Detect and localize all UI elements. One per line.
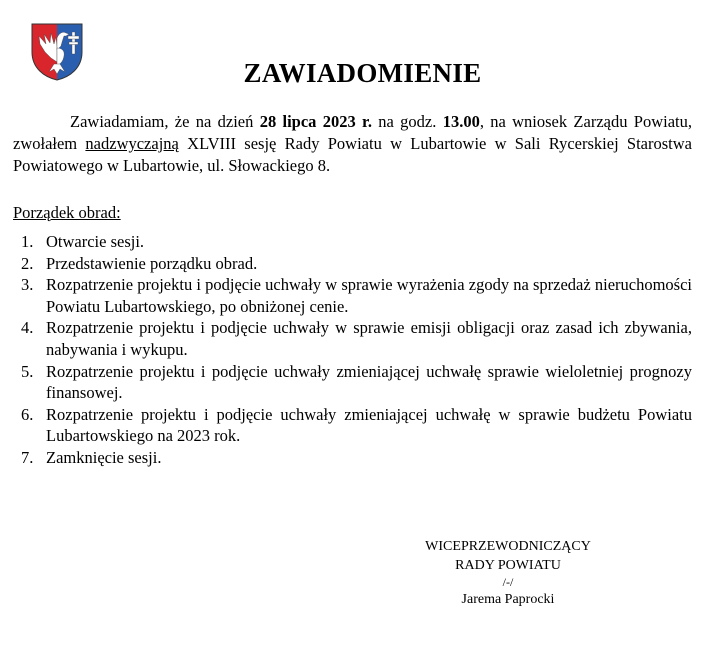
signatory-role: WICEPRZEWODNICZĄCY [425,539,591,554]
agenda-item-number: 4. [21,318,34,338]
agenda-item-number: 1. [21,232,34,251]
signature-mark: /-/ [502,575,514,589]
notice-text-2: na godz. [371,112,443,131]
signature-block [398,537,618,609]
agenda-item-number: 6. [21,404,34,424]
agenda-item-number: 5. [21,361,34,381]
agenda-item-text: Rozpatrzenie projektu i podjęcie uchwały zmieniającej uchwałę w sprawie budżetu Powiatu Lubartowskiego na 2023 rok. [46,404,692,446]
agenda-item-number: 7. [21,447,34,467]
agenda-item-text: Otwarcie sesji. [46,232,145,251]
notice-text-1: Zawiadamiam, że na dzień [70,112,260,131]
agenda-item [13,274,692,317]
agenda-item-text: Rozpatrzenie projektu i podjęcie uchwały w sprawie wyrażenia zgody na sprzedaż nieruchomości Powiatu Lubartowskiego, po obniżonej cenie. [46,275,692,316]
agenda-item-text: Rozpatrzenie projektu i podjęcie uchwały zmieniającej uchwałę sprawie wieloletniej prognozy finansowej. [46,361,692,403]
notice-paragraph [13,111,692,177]
signatory-body: RADY POWIATU [455,558,561,573]
agenda-item-number: 2. [21,253,34,273]
agenda-item-number: 3. [21,275,34,295]
page-title: ZAWIADOMIENIE [243,58,482,88]
meeting-time: 13.00 [442,112,480,131]
agenda-item [13,231,692,253]
agenda-item [13,447,692,469]
agenda-heading: Porządek obrad: [13,203,121,222]
agenda-item [13,253,692,275]
agenda-item-text: Rozpatrzenie projektu i podjęcie uchwały w sprawie emisji obligacji oraz zasad ich zbywania, nabywania i wykupu. [46,318,692,359]
agenda-item-text: Przedstawienie porządku obrad. [46,253,258,273]
agenda-item [13,361,692,404]
notice-text-3: , na wniosek Zarządu Powiatu, zwołałem [13,112,692,153]
meeting-date: 28 lipca 2023 r. [259,112,372,131]
signatory-name: Jarema Paprocki [461,592,555,607]
agenda-item [13,404,692,447]
agenda-item-text: Zamknięcie sesji. [46,447,162,467]
session-type: nadzwyczajną [85,134,179,153]
agenda-item [13,317,692,360]
notice-text-4: XLVIII sesję Rady Powiatu w Lubartowie w Sali Rycerskiej Starostwa Powiatowego w Lubartowie, ul. Słowackiego 8. [13,134,692,175]
agenda-list [13,231,692,469]
